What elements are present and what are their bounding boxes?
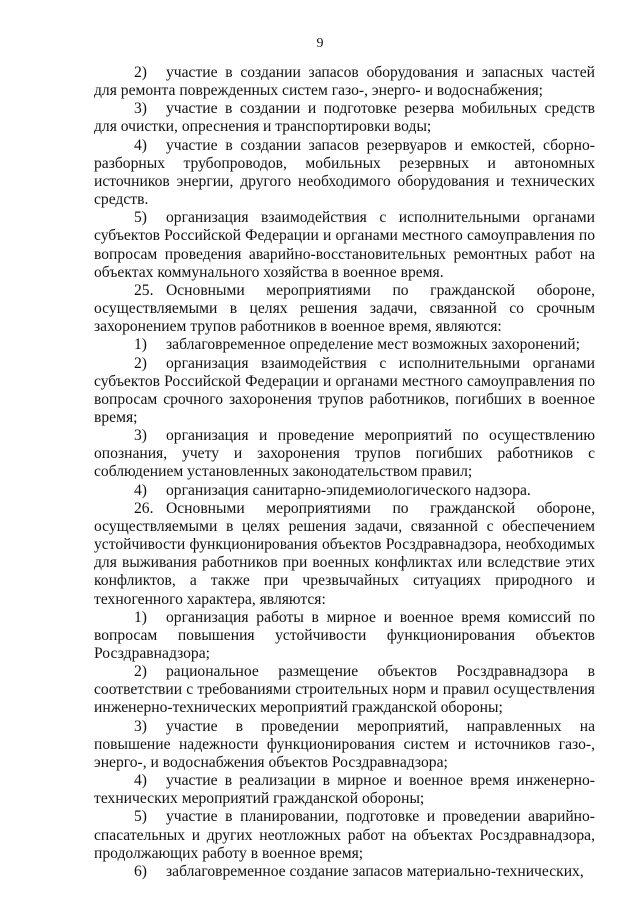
section-paragraph-26 <box>94 500 595 609</box>
item-number: 2) <box>134 64 147 81</box>
paragraph <box>94 609 595 663</box>
paragraph <box>94 64 595 100</box>
paragraph <box>94 718 595 772</box>
item-number: 1) <box>134 608 147 626</box>
item-number: 4) <box>134 136 147 154</box>
paragraph <box>94 663 595 717</box>
section-number: 26. <box>134 499 154 517</box>
paragraph-text: участие в создании запасов оборудования и запасных частей для ремонта поврежденных систем газо-, энерго- и водоснабжения; <box>94 64 595 100</box>
paragraph-text: организация работы в мирное и военное время комиссий по вопросам повышения устойчивости функционирования объектов Росздравнадзора; <box>94 608 595 662</box>
paragraph-text: рациональное размещение объектов Росздравнадзора в соответствии с требованиями строительных норм и правил осуществления инженерно-технических мероприятий гражданской обороны; <box>94 663 595 717</box>
item-number: 4) <box>134 481 147 499</box>
paragraph-text: организация взаимодействия с исполнительными органами субъектов Российской Федерации и органами местного самоуправления по вопросам срочного захоронения трупов работников, погибших в военное время; <box>94 354 595 426</box>
paragraph-text: заблаговременное определение мест возможных захоронений; <box>166 336 580 354</box>
paragraph <box>94 482 595 500</box>
paragraph-text: участие в проведении мероприятий, направленных на повышение надежности функционирования систем и источников газо-, энерго-, и водоснабжения объектов Росздравнадзора; <box>94 717 595 771</box>
paragraph-text: заблаговременное создание запасов материально-технических, <box>166 862 584 880</box>
paragraph-text: Основными мероприятиями по гражданской обороне, осуществляемыми в целях решения задачи, связанной со срочным захоронением трупов работников в военное время, являются: <box>94 281 595 336</box>
item-number: 3) <box>134 100 147 118</box>
item-number: 2) <box>134 663 147 681</box>
paragraph <box>94 772 595 808</box>
item-number: 3) <box>134 717 147 735</box>
paragraph <box>94 427 595 481</box>
paragraph-text: участие в создании и подготовке резерва мобильных средств для очистки, опреснения и транспортировки воды; <box>94 100 595 136</box>
paragraph <box>94 355 595 428</box>
item-number: 6) <box>134 862 147 880</box>
paragraph <box>94 209 595 282</box>
paragraph <box>94 863 595 881</box>
item-number: 5) <box>134 209 147 227</box>
item-number: 5) <box>134 808 147 826</box>
paragraph-text: участие в реализации в мирное и военное время инженерно-технических мероприятий гражданской обороны; <box>94 772 595 808</box>
section-paragraph-25 <box>94 282 595 336</box>
paragraph <box>94 808 595 862</box>
paragraph-text: организация санитарно-эпидемиологического надзора. <box>166 481 531 499</box>
item-number: 1) <box>134 336 147 354</box>
section-number: 25. <box>134 281 154 299</box>
paragraph <box>94 336 595 354</box>
paragraph-text: участие в создании запасов резервуаров и емкостей, сборно-разборных трубопроводов, мобильных резервных и автономных источников энергии, другого необходимого оборудования и технических средств. <box>94 136 595 209</box>
paragraph-text: организация взаимодействия с исполнительными органами субъектов Российской Федерации и органами местного самоуправления по вопросам проведения аварийно-восстановительных ремонтных работ на объектах коммунального хозяйства в военное время. <box>94 209 595 281</box>
paragraph <box>94 100 595 136</box>
paragraph-text: организация и проведение мероприятий по осуществлению опознания, учету и захоронения трупов погибших работников с соблюдением установленных законодательством правил; <box>94 427 595 481</box>
paragraph-text: участие в планировании, подготовке и проведении аварийно-спасательных и других неотложных работ на объектах Росздравнадзора, продолжающих работу в военное время; <box>94 808 595 862</box>
item-number: 2) <box>134 354 147 372</box>
page-number: 9 <box>316 36 324 51</box>
document-body <box>94 64 595 881</box>
item-number: 3) <box>134 427 147 445</box>
paragraph-text: Основными мероприятиями по гражданской обороне, осуществляемыми в целях решения задачи, связанной с обеспечением устойчивости функционирования объектов Росздравнадзора, необходимых для выживания работников при военных конфликтах или вследствие этих конфликтов, а также при чрезвычайных ситуациях природного и техногенного характера, являются: <box>94 499 595 608</box>
item-number: 4) <box>134 772 147 790</box>
paragraph <box>94 137 595 210</box>
